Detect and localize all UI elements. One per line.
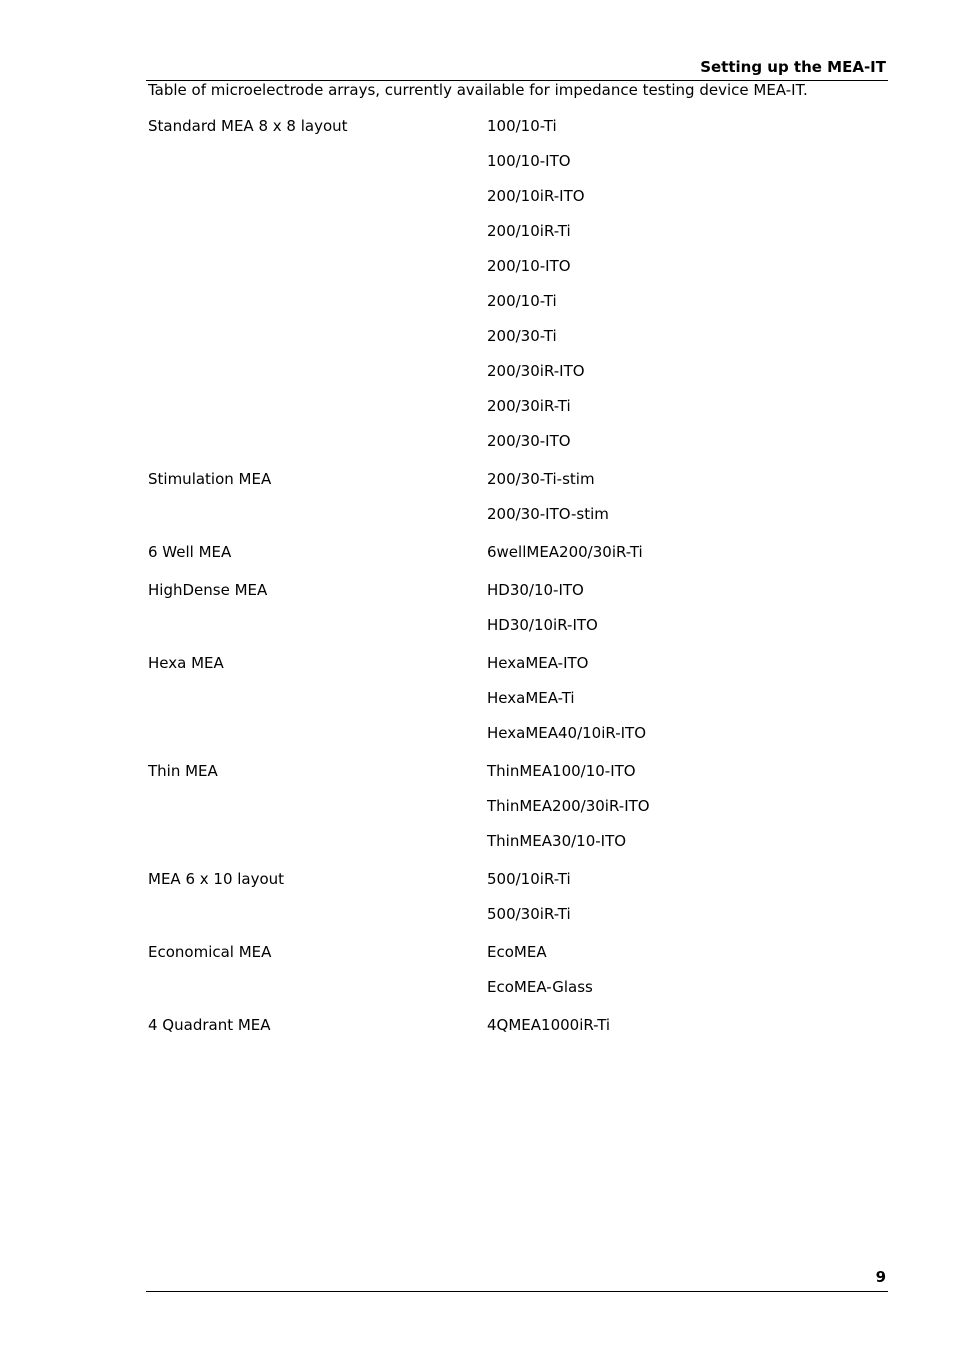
group-items [487,653,868,758]
list-item: 200/30iR-ITO [487,362,585,380]
list-item: 200/30-ITO-stim [487,505,609,523]
group-label: 4 Quadrant MEA [148,1016,271,1034]
intro-text: Table of microelectrode arrays, currently available for impedance testing device MEA-IT. [148,81,808,99]
header-title: Setting up the MEA-IT [700,58,886,76]
table-group [148,580,868,650]
group-items [487,116,868,466]
list-item: 200/30-Ti [487,327,557,345]
group-label: HighDense MEA [148,581,268,599]
page-number: 9 [875,1268,886,1286]
list-item: 200/30iR-Ti [487,397,571,415]
group-items [487,869,868,939]
mea-table [148,116,868,1053]
group-items [487,761,868,866]
list-item: EcoMEA [487,943,547,961]
list-item: 100/10-Ti [487,117,557,135]
table-group [148,942,868,1012]
table-group [148,869,868,939]
list-item: ThinMEA200/30iR-ITO [487,797,650,815]
list-item: 100/10-ITO [487,152,571,170]
group-label: Standard MEA 8 x 8 layout [148,117,348,135]
list-item: 500/30iR-Ti [487,905,571,923]
table-group [148,116,868,466]
group-items [487,469,868,539]
list-item: 200/10-Ti [487,292,557,310]
list-item: EcoMEA-Glass [487,978,593,996]
group-label: Stimulation MEA [148,470,272,488]
list-item: 200/10-ITO [487,257,571,275]
list-item: 200/30-ITO [487,432,571,450]
page-header [146,56,888,81]
group-label: Thin MEA [148,762,218,780]
list-item: HexaMEA-Ti [487,689,575,707]
list-item: 200/30-Ti-stim [487,470,595,488]
list-item: 6wellMEA200/30iR-Ti [487,543,643,561]
group-label: Hexa MEA [148,654,224,672]
page-footer [146,1266,888,1292]
group-label: 6 Well MEA [148,543,232,561]
group-items [487,942,868,1012]
table-group [148,1015,868,1050]
list-item: ThinMEA100/10-ITO [487,762,636,780]
list-item: 200/10iR-ITO [487,187,585,205]
list-item: ThinMEA30/10-ITO [487,832,627,850]
group-items [487,1015,868,1050]
table-group [148,542,868,577]
list-item: HexaMEA40/10iR-ITO [487,724,647,742]
group-items [487,580,868,650]
list-item: 4QMEA1000iR-Ti [487,1016,611,1034]
table-group [148,469,868,539]
table-group [148,653,868,758]
group-label: Economical MEA [148,943,272,961]
list-item: HD30/10-ITO [487,581,584,599]
list-item: HD30/10iR-ITO [487,616,598,634]
group-label: MEA 6 x 10 layout [148,870,285,888]
list-item: 500/10iR-Ti [487,870,571,888]
group-items [487,542,868,577]
table-group [148,761,868,866]
list-item: HexaMEA-ITO [487,654,589,672]
list-item: 200/10iR-Ti [487,222,571,240]
